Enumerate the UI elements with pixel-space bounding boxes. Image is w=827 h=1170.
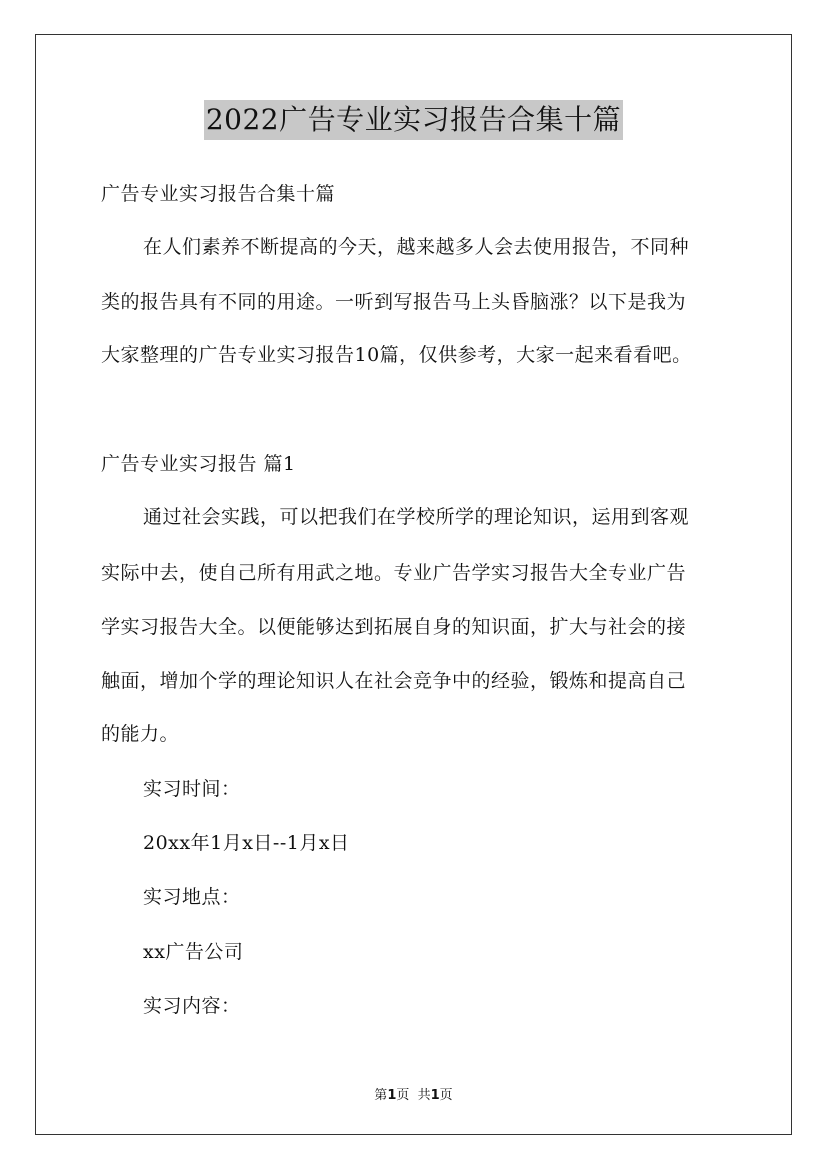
footer-total-pages: 1 (430, 1088, 440, 1103)
footer-suffix: 页 (439, 1088, 453, 1103)
document-title: 2022广告专业实习报告合集十篇 (204, 100, 623, 140)
place-label: 实习地点： (143, 886, 241, 908)
time-value: 20xx年1月x日--1月x日 (143, 832, 350, 854)
footer-prefix: 第 (374, 1088, 388, 1103)
section1-line-3: 学实习报告大全。以便能够达到拓展自身的知识面，扩大与社会的接 (101, 616, 687, 638)
title-container (0, 100, 827, 140)
section1-line-2: 实际中去，使自己所有用武之地。专业广告学实习报告大全专业广告 (101, 562, 687, 584)
footer-middle: 页 共 (396, 1088, 431, 1103)
section1-heading: 广告专业实习报告 篇1 (101, 453, 296, 475)
intro-line-2: 类的报告具有不同的用途。一听到写报告马上头昏脑涨？以下是我为 (101, 291, 687, 313)
section1-line-4: 触面，增加个学的理论知识人在社会竞争中的经验，锻炼和提高自己 (101, 670, 687, 692)
time-label: 实习时间： (143, 778, 241, 800)
section1-line-5: 的能力。 (101, 723, 180, 745)
content-label: 实习内容： (143, 995, 241, 1017)
intro-line-1: 在人们素养不断提高的今天，越来越多人会去使用报告，不同种 (143, 236, 690, 258)
footer-page-number: 1 (387, 1088, 397, 1103)
place-value: xx广告公司 (143, 941, 244, 963)
document-subtitle: 广告专业实习报告合集十篇 (101, 183, 336, 205)
intro-line-3: 大家整理的广告专业实习报告10篇，仅供参考，大家一起来看看吧。 (101, 344, 692, 366)
section1-line-1: 通过社会实践，可以把我们在学校所学的理论知识，运用到客观 (143, 506, 690, 528)
page-footer (0, 1084, 827, 1103)
